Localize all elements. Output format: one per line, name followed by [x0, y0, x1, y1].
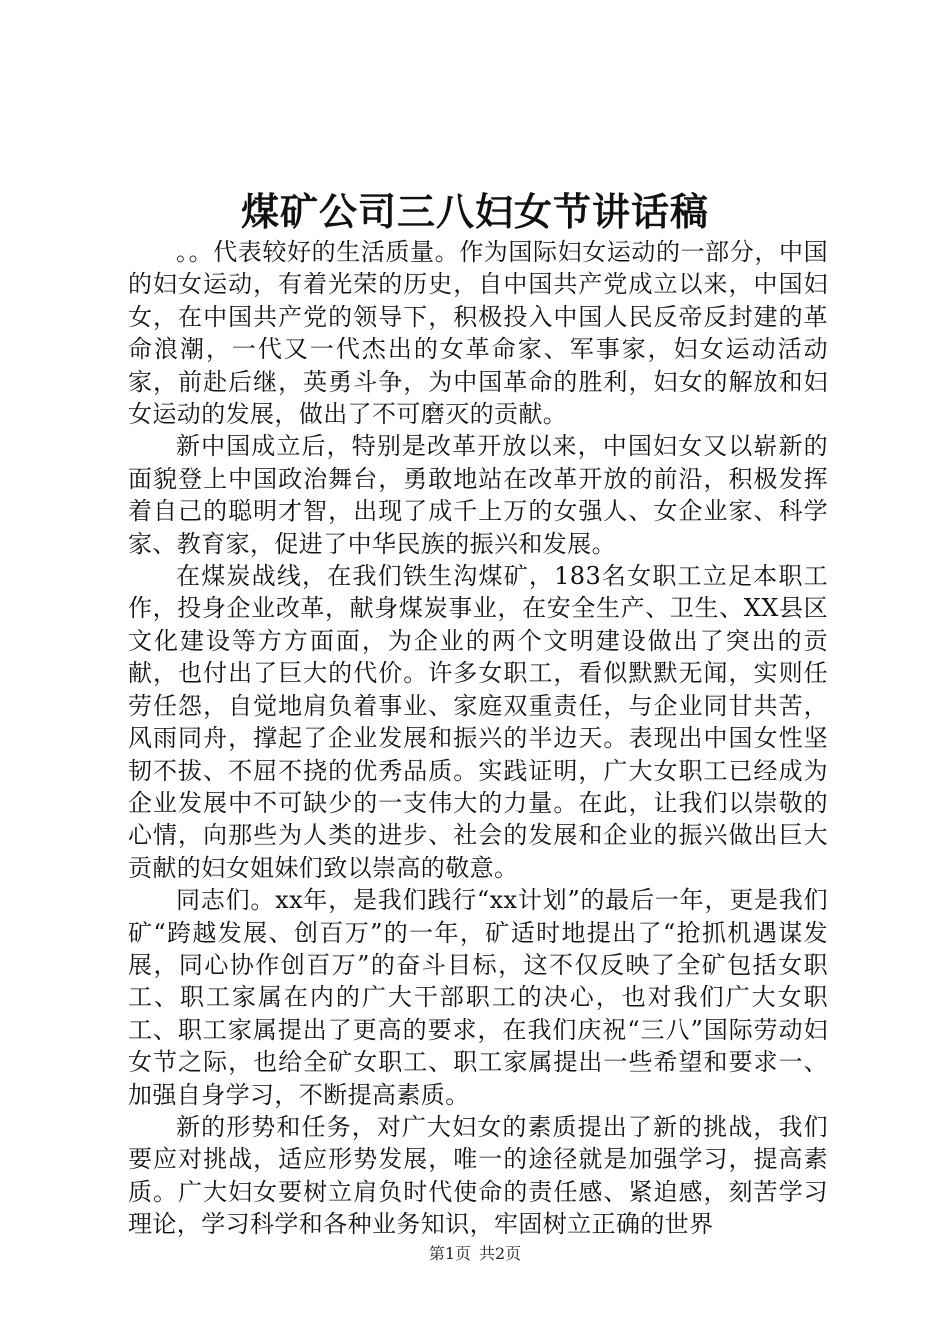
paragraph: 。。代表较好的生活质量。作为国际妇女运动的一部分，中国的妇女运动，有着光荣的历史，自中国共产党成立以来，中国妇女，在中国共产党的领导下，积极投入中国人民反帝反封建的革命浪潮，一代又一代杰出的女革命家、军事家，妇女运动活动家，前赴后继，英勇斗争，为中国革命的胜利，妇女的解放和妇女运动的发展，做出了不可磨灭的贡献。 [128, 238, 828, 429]
paragraph: 新中国成立后，特别是改革开放以来，中国妇女又以崭新的面貌登上中国政治舞台，勇敢地站在改革开放的前沿，积极发挥着自己的聪明才智，出现了成千上万的女强人、女企业家、科学家、教育家，促进了中华民族的振兴和发展。 [128, 432, 828, 558]
page-total: 共2页 [479, 1244, 522, 1263]
paragraph: 在煤炭战线，在我们铁生沟煤矿，183名女职工立足本职工作，投身企业改革，献身煤炭事业，在安全生产、卫生、XX县区文化建设等方方面面，为企业的两个文明建设做出了突出的贡献，也付出了巨大的代价。许多女职工，看似默默无闻，实则任劳任怨，自觉地肩负着事业、家庭双重责任，与企业同甘共苦，风雨同舟，撑起了企业发展和振兴的半边天。表现出中国女性坚韧不拔、不屈不挠的优秀品质。实践证明，广大女职工已经成为企业发展中不可缺少的一支伟大的力量。在此，让我们以崇敬的心情，向那些为人类的进步、社会的发展和企业的振兴做出巨大贡献的妇女姐妹们致以崇高的敬意。 [128, 562, 828, 882]
document-title: 煤矿公司三八妇女节讲话稿 [240, 189, 709, 234]
page-number: 第1页 [428, 1244, 471, 1263]
paragraph: 同志们。xx年，是我们践行“xx计划”的最后一年，更是我们矿“跨越发展、创百万”的一年，矿适时地提出了“抢抓机遇谋发展，同心协作创百万”的奋斗目标，这不仅反映了全矿包括女职工、职工家属在内的广大干部职工的决心，也对我们广大女职工、职工家属提出了更高的要求，在我们庆祝“三八”国际劳动妇女节之际，也给全矿女职工、职工家属提出一些希望和要求一、加强自身学习，不断提高素质。 [128, 886, 828, 1109]
document-body [128, 236, 828, 1241]
paragraph: 新的形势和任务，对广大妇女的素质提出了新的挑战，我们要应对挑战，适应形势发展，唯一的途径就是加强学习，提高素质。广大妇女要树立肩负时代使命的责任感、紧迫感，刻苦学习理论，学习科学和各种业务知识，牢固树立正确的世界 [128, 1112, 828, 1239]
page-footer [0, 1244, 950, 1264]
